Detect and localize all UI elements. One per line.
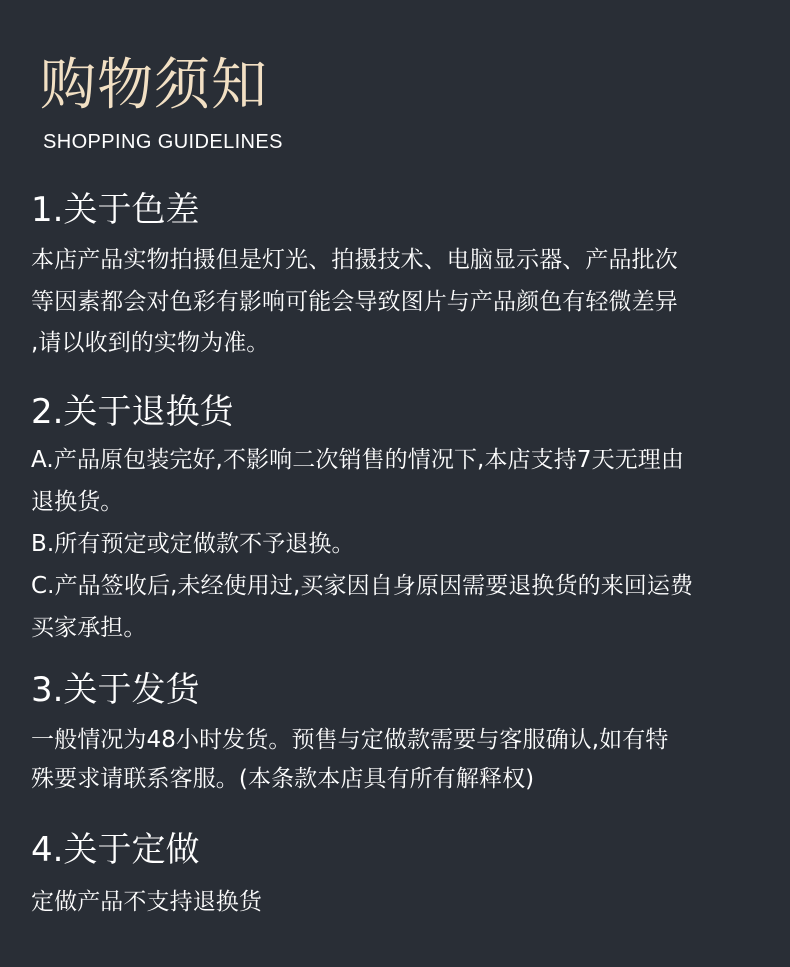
page-subtitle: SHOPPING GUIDELINES [43,131,283,153]
section-text-line: 本店产品实物拍摄但是灯光、拍摄技术、电脑显示器、产品批次 [31,247,678,273]
section-text-line: C.产品签收后,未经使用过,买家因自身原因需要退换货的来回运费 [31,573,694,599]
section-text-line: 定做产品不支持退换货 [31,889,262,915]
section-text-line: 买家承担。 [31,615,147,641]
section-text-line: 等因素都会对色彩有影响可能会导致图片与产品颜色有轻微差异 [31,289,678,315]
section-text-line: A.产品原包装完好,不影响二次销售的情况下,本店支持7天无理由 [31,447,684,473]
section-heading-custom-orders: 4.关于定做 [31,830,200,870]
page-title: 购物须知 [40,53,268,118]
section-text-line: B.所有预定或定做款不予退换。 [31,531,355,557]
section-text-line: 退换货。 [31,489,124,515]
section-text-line: ,请以收到的实物为准。 [31,330,270,356]
section-heading-returns: 2.关于退换货 [31,392,234,432]
section-heading-color-difference: 1.关于色差 [31,190,200,230]
section-heading-shipping: 3.关于发货 [31,670,200,710]
section-text-line: 殊要求请联系客服。(本条款本店具有所有解释权) [31,766,535,792]
section-text-line: 一般情况为48小时发货。预售与定做款需要与客服确认,如有特 [31,727,669,753]
